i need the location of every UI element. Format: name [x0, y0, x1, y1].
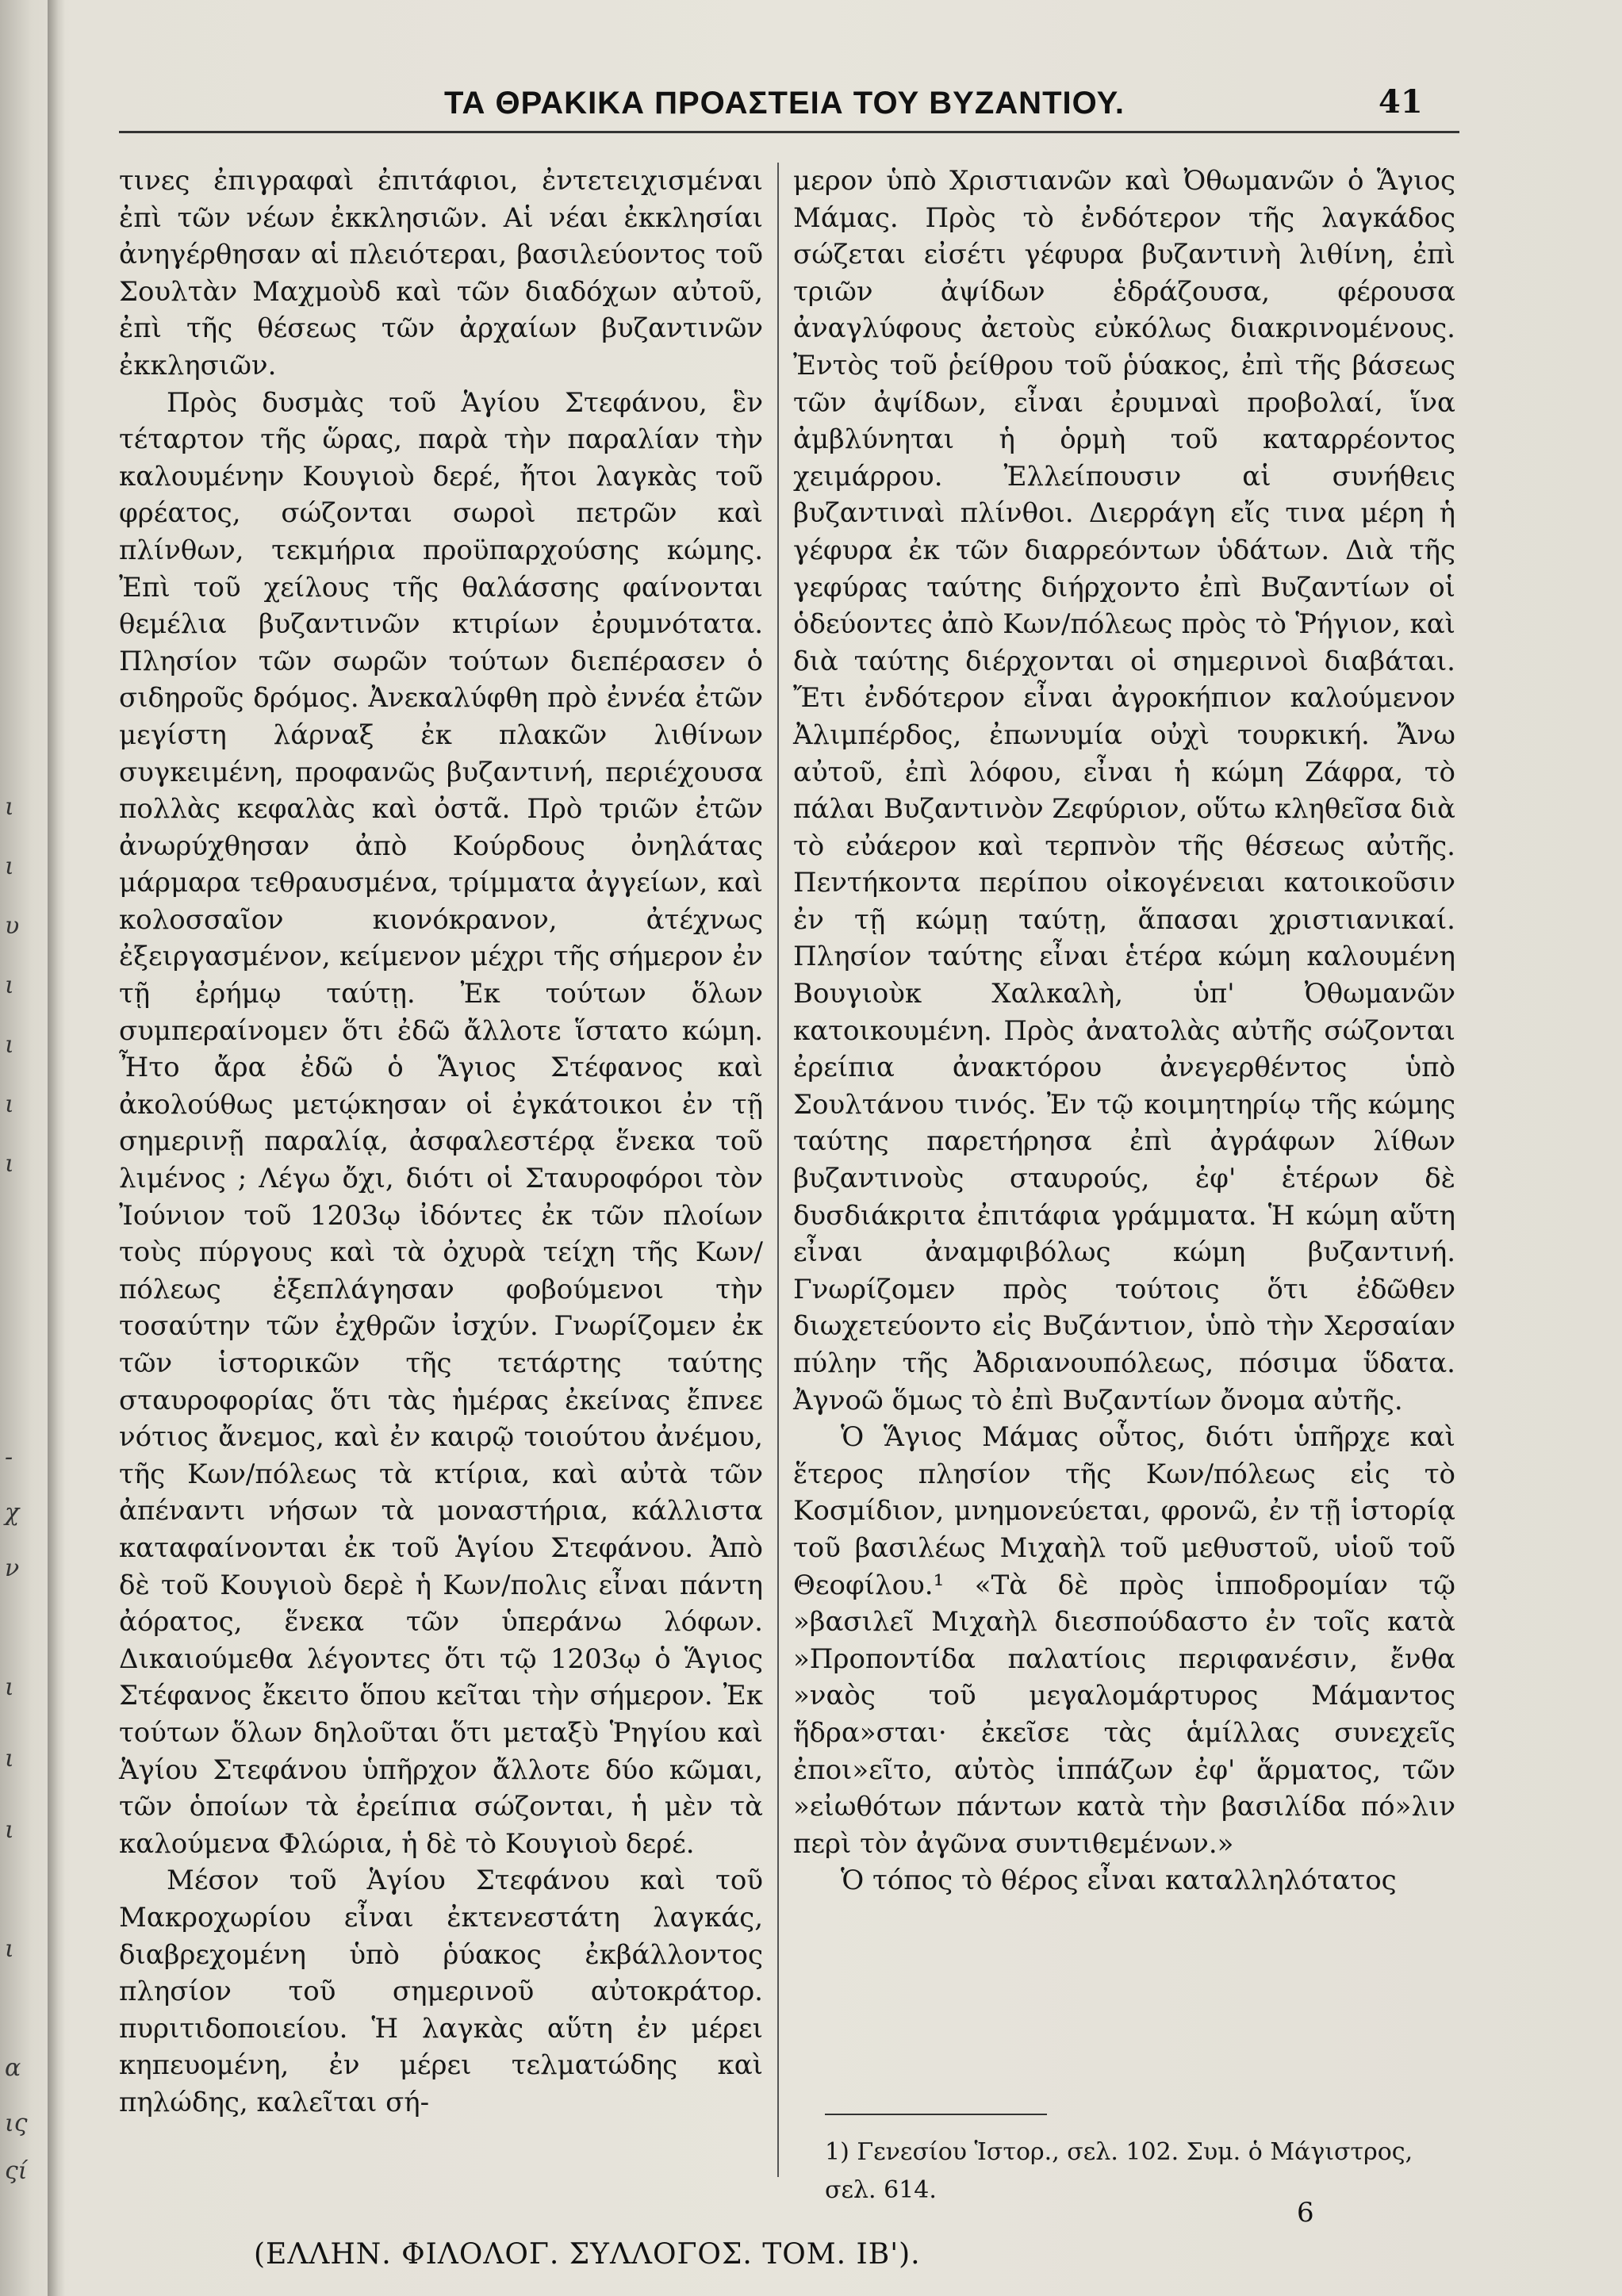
paragraph: Ὁ τόπος τὸ θέρος εἶναι καταλληλότατος — [841, 1865, 1397, 1897]
paragraph: Πρὸς δυσμὰς τοῦ Ἁγίου Στεφάνου, ἓν τέταρτον τῆς ὥρας, παρὰ τὴν παραλίαν τὴν καλουμένην Κουγιοὺ δερέ, ἤτοι λαγκὰς τοῦ φρέατος, σώζονται σωροὶ πετρῶν καὶ πλίνθων, τεκμήρια προϋπαρχούσης κώμης. Ἐπὶ τοῦ χείλους τῆς θαλάσσης φαίνονται θεμέλια βυζαντινῶν κτιρίων ἐρυμνότατα. Πλησίον τῶν σωρῶν τούτων διεπέρασεν ὁ σιδηροῦς δρόμος. Ἀνεκαλύφθη πρὸ ἐννέα ἐτῶν μεγίστη λάρναξ ἐκ πλακῶν λιθίνων συγκειμένη, προφανῶς βυζαντινή, περιέχουσα πολλὰς κεφαλὰς καὶ ὀστᾶ. Πρὸ τριῶν ἐτῶν ἀνωρύχθησαν ἀπὸ Κούρδους ὀνηλάτας μάρμαρα τεθραυσμένα, τρίμματα ἀγγείων, καὶ κολοσσαῖον κιονόκρανον, ἀτέχνως ἐξειργασμένον, κείμενον μέχρι τῆς σήμερον ἐν τῇ ἐρήμῳ ταύτῃ. Ἐκ τούτων ὅλων συμπεραίνομεν ὅτι ἐδῶ ἄλλοτε ἵστατο κώμη. Ἦτο ἄρα ἐδῶ ὁ Ἅγιος Στέφανος καὶ ἀκολούθως μετῴκησαν οἱ ἐγκάτοικοι ἐν τῇ σημερινῇ παραλίᾳ, ἀσφαλεστέρᾳ ἕνεκα τοῦ λιμένος ; Λέγω ὄχι, διότι οἱ Σταυροφόροι τὸν Ἰούνιον τοῦ 1203ῳ ἰδόντες ἐκ τῶν πλοίων τοὺς πύργους καὶ τὰ ὀχυρὰ τείχη τῆς Κων/πόλεως ἐξεπλάγησαν φοβούμενοι τὴν τοσαύτην τῶν ἐχθρῶν ἰσχύν. Γνωρίζομεν ἐκ τῶν ἱστορικῶν τῆς τετάρτης ταύτης σταυροφορίας ὅτι τὰς ἡμέρας ἐκείνας ἔπνεε νότιος ἄνεμος, καὶ ἐν καιρῷ τοιούτου ἀνέμου, τῆς Κων/πόλεως τὰ κτίρια, καὶ αὐτὰ τῶν ἀπέναντι νήσων τὰ μοναστήρια, κάλλιστα καταφαίνονται ἐκ τοῦ Ἁγίου Στεφάνου. Ἀπὸ δὲ τοῦ Κουγιοὺ δερὲ ἡ Κων/πολις εἶναι πάντη ἀόρατος, ἕνεκα τῶν ὑπεράνω λόφων. Δικαιούμεθα λέγοντες ὅτι τῷ 1203ῳ ὁ Ἅγιος Στέφανος ἔκειτο ὅπου κεῖται τὴν σήμερον. Ἐκ τούτων ὅλων δηλοῦται ὅτι μεταξὺ Ῥηγίου καὶ Ἁγίου Στεφάνου ὑπῆρχον ἄλλοτε δύο κῶμαι, τῶν ὁποίων τὰ ἐρείπια σώζονται, ἡ μὲν τὰ καλούμενα Φλώρια, ἡ δὲ τὸ Κουγιοὺ δερέ. — [119, 386, 763, 1860]
margin-fragment: ι — [5, 793, 14, 821]
page-number: 41 — [1379, 83, 1423, 121]
margin-fragment: α — [5, 2054, 21, 2082]
footnote: 1) Γενεσίου Ἱστορ., σελ. 102. Συμ. ὁ Μάγιστρος, σελ. 614. — [825, 2138, 1413, 2204]
book-gutter — [48, 0, 65, 2296]
left-column — [119, 163, 763, 2121]
margin-fragment: ι — [5, 1935, 14, 1963]
margin-fragment: - — [5, 1443, 13, 1471]
footnote-rule — [825, 2114, 1047, 2115]
margin-fragment: ι — [5, 1150, 14, 1178]
signature-mark: 6 — [1297, 2197, 1314, 2229]
column-divider — [777, 163, 779, 2177]
running-header: ΤΑ ΘΡΑΚΙΚΑ ΠΡΟΑΣΤΕΙΑ ΤΟΥ ΒΥΖΑΝΤΙΟΥ. — [444, 86, 1125, 121]
margin-fragment: ι — [5, 972, 14, 999]
margin-fragment: υ — [5, 912, 20, 940]
paragraph: Ὁ Ἅγιος Μάμας οὗτος, διότι ὑπῆρχε καὶ ἕτερος πλησίον τῆς Κων/πόλεως εἰς τὸ Κοσμίδιον, μνημονεύεται, φρονῶ, ἐν τῇ ἱστορίᾳ τοῦ βασιλέως Μιχαὴλ τοῦ μεθυστοῦ, υἱοῦ τοῦ Θεοφίλου.¹ «Τὰ δὲ πρὸς ἱπποδρομίαν τῷ »βασιλεῖ Μιχαὴλ διεσπούδαστο ἐν τοῖς κατὰ »Προποντίδα παλατίοις περιφανέσιν, ἔνθα »ναὸς τοῦ μεγαλομάρτυρος Μάμαντος ἥδρα»σται· ἐκεῖσε τὰς ἁμίλλας συνεχεῖς ἐποι»εῖτο, αὐτὸς ἱππάζων ἐφ' ἅρματος, τῶν »εἰωθότων πάντων κατὰ τὴν βασιλίδα πό»λιν περὶ τὸν ἀγῶνα συντιθεμένων.» — [793, 1421, 1455, 1860]
paragraph: μερον ὑπὸ Χριστιανῶν καὶ Ὀθωμανῶν ὁ Ἅγιος Μάμας. Πρὸς τὸ ἐνδότερον τῆς λαγκάδος σώζεται εἰσέτι γέφυρα βυζαντινὴ λιθίνη, ἐπὶ τριῶν ἀψίδων ἑδράζουσα, φέρουσα ἀναγλύφους ἀετοὺς εὐκόλως διακρινομένους. Ἐντὸς τοῦ ῥείθρου τοῦ ῥύακος, ἐπὶ τῆς βάσεως τῶν ἀψίδων, εἶναι ἐρυμναὶ προβολαί, ἵνα ἀμβλύνηται ἡ ὁρμὴ τοῦ καταρρέοντος χειμάρρου. Ἐλλείπουσιν αἱ συνήθεις βυζαντιναὶ πλίνθοι. Διερράγη εἴς τινα μέρη ἡ γέφυρα ἐκ τῶν διαρρεόντων ὑδάτων. Διὰ τῆς γεφύρας ταύτης διήρχοντο ἐπὶ Βυζαντίων οἱ ὁδεύοντες ἀπὸ Κων/πόλεως πρὸς τὸ Ῥήγιον, καὶ διὰ ταύτης διέρχονται οἱ σημερινοὶ διαβάται. Ἔτι ἐνδότερον εἶναι ἀγροκήπιον καλούμενον Ἀλιμπέρδος, ἐπωνυμία οὐχὶ τουρκική. Ἄνω αὐτοῦ, ἐπὶ λόφου, εἶναι ἡ κώμη Ζάφρα, τὸ πάλαι Βυζαντινὸν Ζεφύριον, οὕτω κληθεῖσα διὰ τὸ εὐάερον καὶ τερπνὸν τῆς θέσεως αὐτῆς. Πεντήκοντα περίπου οἰκογένειαι κατοικοῦσιν ἐν τῇ κώμῃ ταύτῃ, ἅπασαι χριστιανικαί. Πλησίον ταύτης εἶναι ἑτέρα κώμη καλουμένη Βουγιοὺκ Χαλκαλὴ, ὑπ' Ὀθωμανῶν κατοικουμένη. Πρὸς ἀνατολὰς αὐτῆς σώζονται ἐρείπια ἀνακτόρου ἀνεγερθέντος ὑπὸ Σουλτάνου τινός. Ἐν τῷ κοιμητηρίῳ τῆς κώμης ταύτης παρετήρησα ἐπὶ ἀγράφων λίθων βυζαντινοὺς σταυρούς, ἐφ' ἑτέρων δὲ δυσδιάκριτα ἐπιτάφια γράμματα. Ἡ κώμη αὕτη εἶναι ἀναμφιβόλως κώμη βυζαντινή. Γνωρίζομεν πρὸς τούτοις ὅτι ἐδῶθεν διωχετεύοντο εἰς Βυζάντιον, ὑπὸ τὴν Χερσαίαν πύλην τῆς Ἀδριανουπόλεως, πόσιμα ὕδατα. Ἀγνοῶ ὅμως τὸ ἐπὶ Βυζαντίων ὄνομα αὐτῆς. — [793, 165, 1456, 1416]
margin-fragment: ι — [5, 1031, 14, 1059]
page-footer: (ΕΛΛΗΝ. ΦΙΛΟΛΟΓ. ΣΥΛΛΟΓΟΣ. ΤΟΜ. ΙΒ'). — [254, 2238, 921, 2271]
facing-page-edge — [0, 0, 46, 2296]
margin-fragment: ι — [5, 853, 14, 880]
margin-fragment: ι — [5, 1816, 14, 1844]
margin-fragment: ι — [5, 1091, 14, 1118]
right-column — [793, 163, 1455, 1899]
margin-fragment: ςί — [5, 2157, 28, 2185]
margin-fragment: χ — [5, 1499, 20, 1527]
margin-fragment: ι — [5, 1745, 14, 1773]
margin-fragment: ι — [5, 1673, 14, 1701]
paragraph: Μέσον τοῦ Ἁγίου Στεφάνου καὶ τοῦ Μακροχωρίου εἶναι ἐκτενεστάτη λαγκάς, διαβρεχομένη ὑπὸ ῥύακος ἐκβάλλοντος πλησίον τοῦ σημερινοῦ αὐτοκράτορ. πυριτιδοποιείου. Ἡ λαγκὰς αὕτη ἐν μέρει κηπευομένη, ἐν μέρει τελματώδης καὶ πηλώδης, καλεῖται σή- — [119, 1865, 763, 2118]
margin-fragment: ν — [5, 1554, 20, 1582]
header-rule — [119, 131, 1459, 133]
margin-fragment: ις — [5, 2110, 28, 2137]
paragraph: τινες ἐπιγραφαὶ ἐπιτάφιοι, ἐντετειχισμέναι ἐπὶ τῶν νέων ἐκκλησιῶν. Αἱ νέαι ἐκκλησίαι ἀνηγέρθησαν αἱ πλειότεραι, βασιλεύοντος τοῦ Σουλτὰν Μαχμοὺδ καὶ τῶν διαδόχων αὐτοῦ, ἐπὶ τῆς θέσεως τῶν ἀρχαίων βυζαντινῶν ἐκκλησιῶν. — [119, 165, 763, 381]
